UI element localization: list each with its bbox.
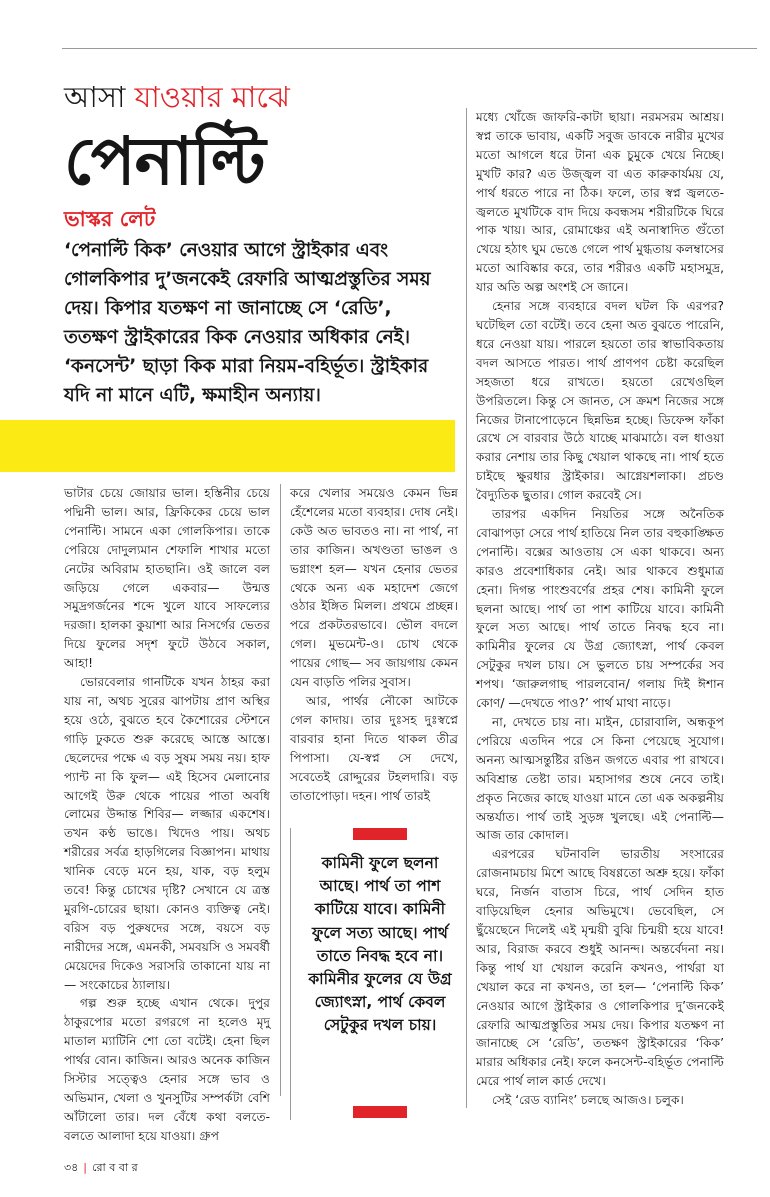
body-paragraph: হেনার সঙ্গে ব্যবহারে বদল ঘটল কি এরপর? ঘটেছিল তো বটেই। তবে হেনা অত বুঝতে পারেনি, ধরে নেওয়া যায়। পারলে হয়তো তার স্বাভাবিকতায় বদল আসতে পারত। পার্থ প্রাণপণ চেষ্টা করেছিল সহজতা ধরে রাখতে। হয়তো রেখেওছিল উপরিতলে। কিন্তু সে জানত, সে ক্রমশ নিজের সঙ্গে নিজের টানাপোড়েনে ছিন্নভিন্ন হচ্ছে। ডিফেন্স ফাঁকা রেখে সে বারবার উঠে যাচ্ছে মাঝমাঠে। বল ধাওয়া করার নেশায় তার কিছু খেয়াল থাকছে না। পার্থ হতে চাইছে ক্ষুরধার স্ট্রাইকার। আগ্নেয়শলাকা। প্রচণ্ড বৈদ্যুতিক ছুতার। গোল করবেই সে।	[476, 299, 724, 503]
body-paragraph: না, দেখতে চায় না। মাইন, চোরাবালি, অন্ধকূপ পেরিয়ে এতদিন পরে সে কিনা পেয়েছে সুযোগ। অনন্য আত্মসন্তুষ্টির রঙিন জগতে এবার পা রাখবে। অবিশ্রান্ত তেষ্টা তার। মহাসাগর শুষে নেবে তাই। প্রকৃত নিজের কাছে যাওয়া মানে তো এক অকল্পনীয় অন্তর্যাত। পার্থ তাই সুড়ঙ্গ খুলছে। এই পেনাল্টি— আজ তার কোদাল।	[476, 715, 724, 843]
top-rule	[62, 48, 757, 49]
yellow-band	[0, 420, 455, 472]
kicker-part1: আসা	[64, 80, 135, 114]
pull-quote-top-bar	[353, 828, 407, 840]
author-byline: ভাস্কর লেট	[64, 207, 156, 231]
pull-quote-box	[290, 828, 459, 1120]
body-paragraph: ভোরবেলার গানটিকে যখন ঠাহর করা যায় না, অথচ সুরের ঝাপটায় প্রাণ অস্থির হয়ে ওঠে, বুঝতে হবে কৈশোরের স্টেশনে গাড়ি ঢুকতে শুরু করেছে আস্তে আস্তে। ছেলেদের পক্ষে এ বড় সুষম সময় নয়। হাফ প্যান্ট না কি ফুল— এই হিসেব মেলানোর আগেই উরু থেকে পায়ের পাতা অবধি লোমের উদ্দাম্ত শিবির— লজ্জার একশেষ। তখন কণ্ঠ ভাঙে। খিদেও পায়। অথচ শরীরের সর্বত্র হাড়গিলের বিজ্ঞাপন। মাথায় খানিক বেড়ে মনে হয়, যাক, বড় হলুম তবে! কিন্তু চোখের দৃষ্টি? সেখানে যে ত্রস্ত মুরগি-চোরের ছায়া। কোনও ব্যক্তিত্ব নেই। বরিস বড় পুরুষদের সঙ্গে, বয়সে বড় নারীদের সঙ্গে, এমনকী, সমবয়সি ও সমবর্ষী মেয়েদের দিকেও সরাসরি তাকানো যায় না— সংকোচের ঠ্যালায়।	[64, 675, 270, 992]
page-number: ৩৪	[64, 1161, 79, 1174]
body-paragraph: তারপর একদিন নিয়তির সঙ্গে অনৈতিক বোঝাপড়া সেরে পার্থ হাতিয়ে নিল তার বহুকাঙ্ক্ষিত পেনাল্টি। বক্সের আওতায় সে একা থাকবে। অন্য কারও প্রবেশাধিকার নেই। আর থাকবে শুধুমাত্র হেনা। দিগন্ত পাংশুবর্ণের প্রহর শেষ। কামিনী ফুলে ছলনা আছে। পার্থ তা পাশ কাটিয়ে যাবে। কামিনী ফুলে সত্য আছে। পার্থ তাতে নিবদ্ধ হবে না। কামিনীর ফুলের যে উগ্র জ্যোৎস্না, পার্থ কেবল সেটুকুর দখল চায়। সে ভুলতে চায় সম্পর্কের সব শপথ। ‘জারুলগাছ পারলবোন/ গলায় দিই ঈশান কোণ/ —দেখতে পাও?’ পার্থ মাথা নাড়ে।	[476, 507, 724, 711]
pull-quote-text: কামিনী ফুলে ছলনা আছে। পার্থ তা পাশ কাটিয়ে যাবে। কামিনী ফুলে সত্য আছে। পার্থ তাতে নিবদ্ধ হবে না। কামিনীর ফুলের যে উগ্র জ্যোৎস্না, পার্থ কেবল সেটুকুর দখল চায়।	[308, 854, 452, 1035]
body-paragraph: ভাটার চেয়ে জোয়ার ভাল। হস্তিনীর চেয়ে পদ্মিনী ভাল। আর, ফ্রিকিকের চেয়ে ভাল পেনাল্টি। সামনে একা গোলকিপার। তাকে পেরিয়ে দোদুল্যমান শেফালি শাখার মতো নেটের অবিরাম হাতছানি। ওই জালে বল জড়িয়ে গেলে একবার— উন্মত্ত সমুদ্রগর্জনের শব্দে খুলে যাবে সাফল্যের দরজা। হালকা কুয়াশা আর নিসর্গের ভেতর দিয়ে ফুলের সদৃশ ফুটে উঠবে সকাল, আহা!	[64, 486, 270, 671]
body-paragraph: সেই ‘রেড ব্যানিং’ চলছে আজও। চলুক।	[492, 1093, 684, 1108]
body-column-3	[476, 108, 724, 1108]
body-paragraph: করে খেলার সময়েও কেমন ভিন্ন হেঁশেলের মতো ব্যবহার। দোষ নেই। কেউ অত ভাবতও না। না পার্থ, না তার কাজিন। অখণ্ডতা ভাঙল ও ভগ্নাংশ হল— যখন হেনার ভেতর থেকে অন্য এক মহাদেশ জেগে ওঠার ইঙ্গিত মিলল। প্রথমে প্রচ্ছন্ন। পরে প্রকটতরভাবে। ভৌল বদলে গেল। মুভমেন্ট-ও। চোখ থেকে পায়ের গোছ— সব জায়গায় কেমন যেন বাড়তি পলির সুবাস।	[290, 486, 458, 690]
body-paragraph: গল্প শুরু হচ্ছে এখান থেকে। দুপুর ঠাকুরপোর মতো রগরগে না হলেও মৃদু মাতাল ম্যাটিনি শো তো বটেই। হেনা ছিল পার্থর বোন। কাজিন। আরও অনেক কাজিন সিস্টার সত্ত্বেও হেনার সঙ্গে ভাব ও অভিমান, খেলা ও খুনসুটির সম্পর্কটা বেশি আঁটালো তার। দল বেঁধে কথা বলতে-বলতে আলাদা হয়ে যাওয়া। গ্রুপ	[64, 996, 270, 1143]
column-divider	[280, 484, 281, 1096]
footer-separator: |	[83, 1161, 88, 1174]
body-column-1	[64, 484, 270, 1143]
page-footer	[64, 1161, 138, 1175]
pull-quote-bottom-bar	[353, 1106, 407, 1118]
body-paragraph: এরপরের ঘটনাবলি ভারতীয় সংসারের রোজনামচায় মিশে আছে বিষণ্ণতো অশ্রু হয়ে। ফাঁকা ঘরে, নির্জন বাতাস চিরে, পার্থ সেদিন হাত বাড়িয়েছিল হেনার অভিমুখে। ভেবেছিল, সে ছুঁয়েছেনে দিলেই এই মৃন্ময়ী বুঝি চিন্ময়ী হয়ে যাবে! আর, বিরাজ করবে শুধুই আনন্দ। অন্তর্বেদনা নয়। কিন্তু পার্থ যা খেয়াল করেনি কখনও, পার্থরা যা খেয়াল করে না কখনও, তা হল— ‘পেনাল্টি কিক’ নেওয়ার আগে স্ট্রাইকার ও গোলকিপার দু’জনকেই রেফারি আত্মপ্রস্তুতির সময় দেয়। কিপার যতক্ষণ না জানাচ্ছে সে ‘রেডি’, ততক্ষণ স্ট্রাইকারের ‘কিক’ মারার অধিকার নেই। ফলে কনসেন্ট-বহির্ভূত পেনাল্টি মেরে পার্থ লাল কার্ড দেখে।	[476, 847, 724, 1089]
intro-paragraph: ‘পেনাল্টি কিক’ নেওয়ার আগে স্ট্রাইকার এবং গোলকিপার দু’জনকেই রেফারি আত্মপ্রস্তুতির সময় দেয়। কিপার যতক্ষণ না জানাচ্ছে সে ‘রেডি’, ততক্ষণ স্ট্রাইকারের কিক নেওয়ার অধিকার নেই। ‘কনসেন্ট’ ছাড়া কিক মারা নিয়ম-বহির্ভূত। স্ট্রাইকার যদি না মানে এটি, ক্ষমাহীন অন্যায়।	[64, 240, 431, 406]
magazine-name: রো ব বা র	[92, 1161, 138, 1174]
body-paragraph: মধ্যে খোঁজে জাফরি-কাটা ছায়া। নরমসরম আশ্রয়। স্বপ্ন তাকে ভাবায়, একটি সবুজ ডাবকে নারীর মুখের মতো আগলে ধরে টানা এক চুমুকে খেয়ে নিচ্ছে। মুখটি কার? এত উজ্জ্বল বা এত কারুকার্যময় যে, পার্থ ধরতে পারে না ঠিক। ফলে, তার স্বপ্ন জ্বলতে-জ্বলতে মুখটিকে বাদ দিয়ে কবন্ধসম শরীরটিকে ঘিরে পাক খায়। আর, রোমাঞ্চের এই অনাস্বাদিত গুঁতো খেয়ে হঠাৎ ঘুম ভেঙে গেলে পার্থ মুগ্ধতায় কলম্বাসের মতো আবিষ্কার করে, তার শরীরও একটি মহাসমুদ্র, যার অতি অল্প অংশই সে জানে।	[476, 110, 724, 295]
body-paragraph: আর, পার্থর নৌকো আটকে গেল কাদায়। তার দুঃসহ দুঃস্বপ্নে বারবার হানা দিতে থাকল তীব্র পিপাসা। যে-স্বপ্ন সে দেখে, সবেতেই রোদ্দুরের টহলদারি। বড় তাতাপোড়া। দহন। পার্থ তারই	[290, 693, 458, 803]
kicker-part2: যাওয়ার মাঝে	[134, 80, 290, 114]
column-divider	[466, 108, 467, 1108]
body-column-2	[290, 484, 458, 814]
section-kicker	[64, 80, 290, 114]
article-title: পেনাল্টি	[64, 123, 265, 200]
